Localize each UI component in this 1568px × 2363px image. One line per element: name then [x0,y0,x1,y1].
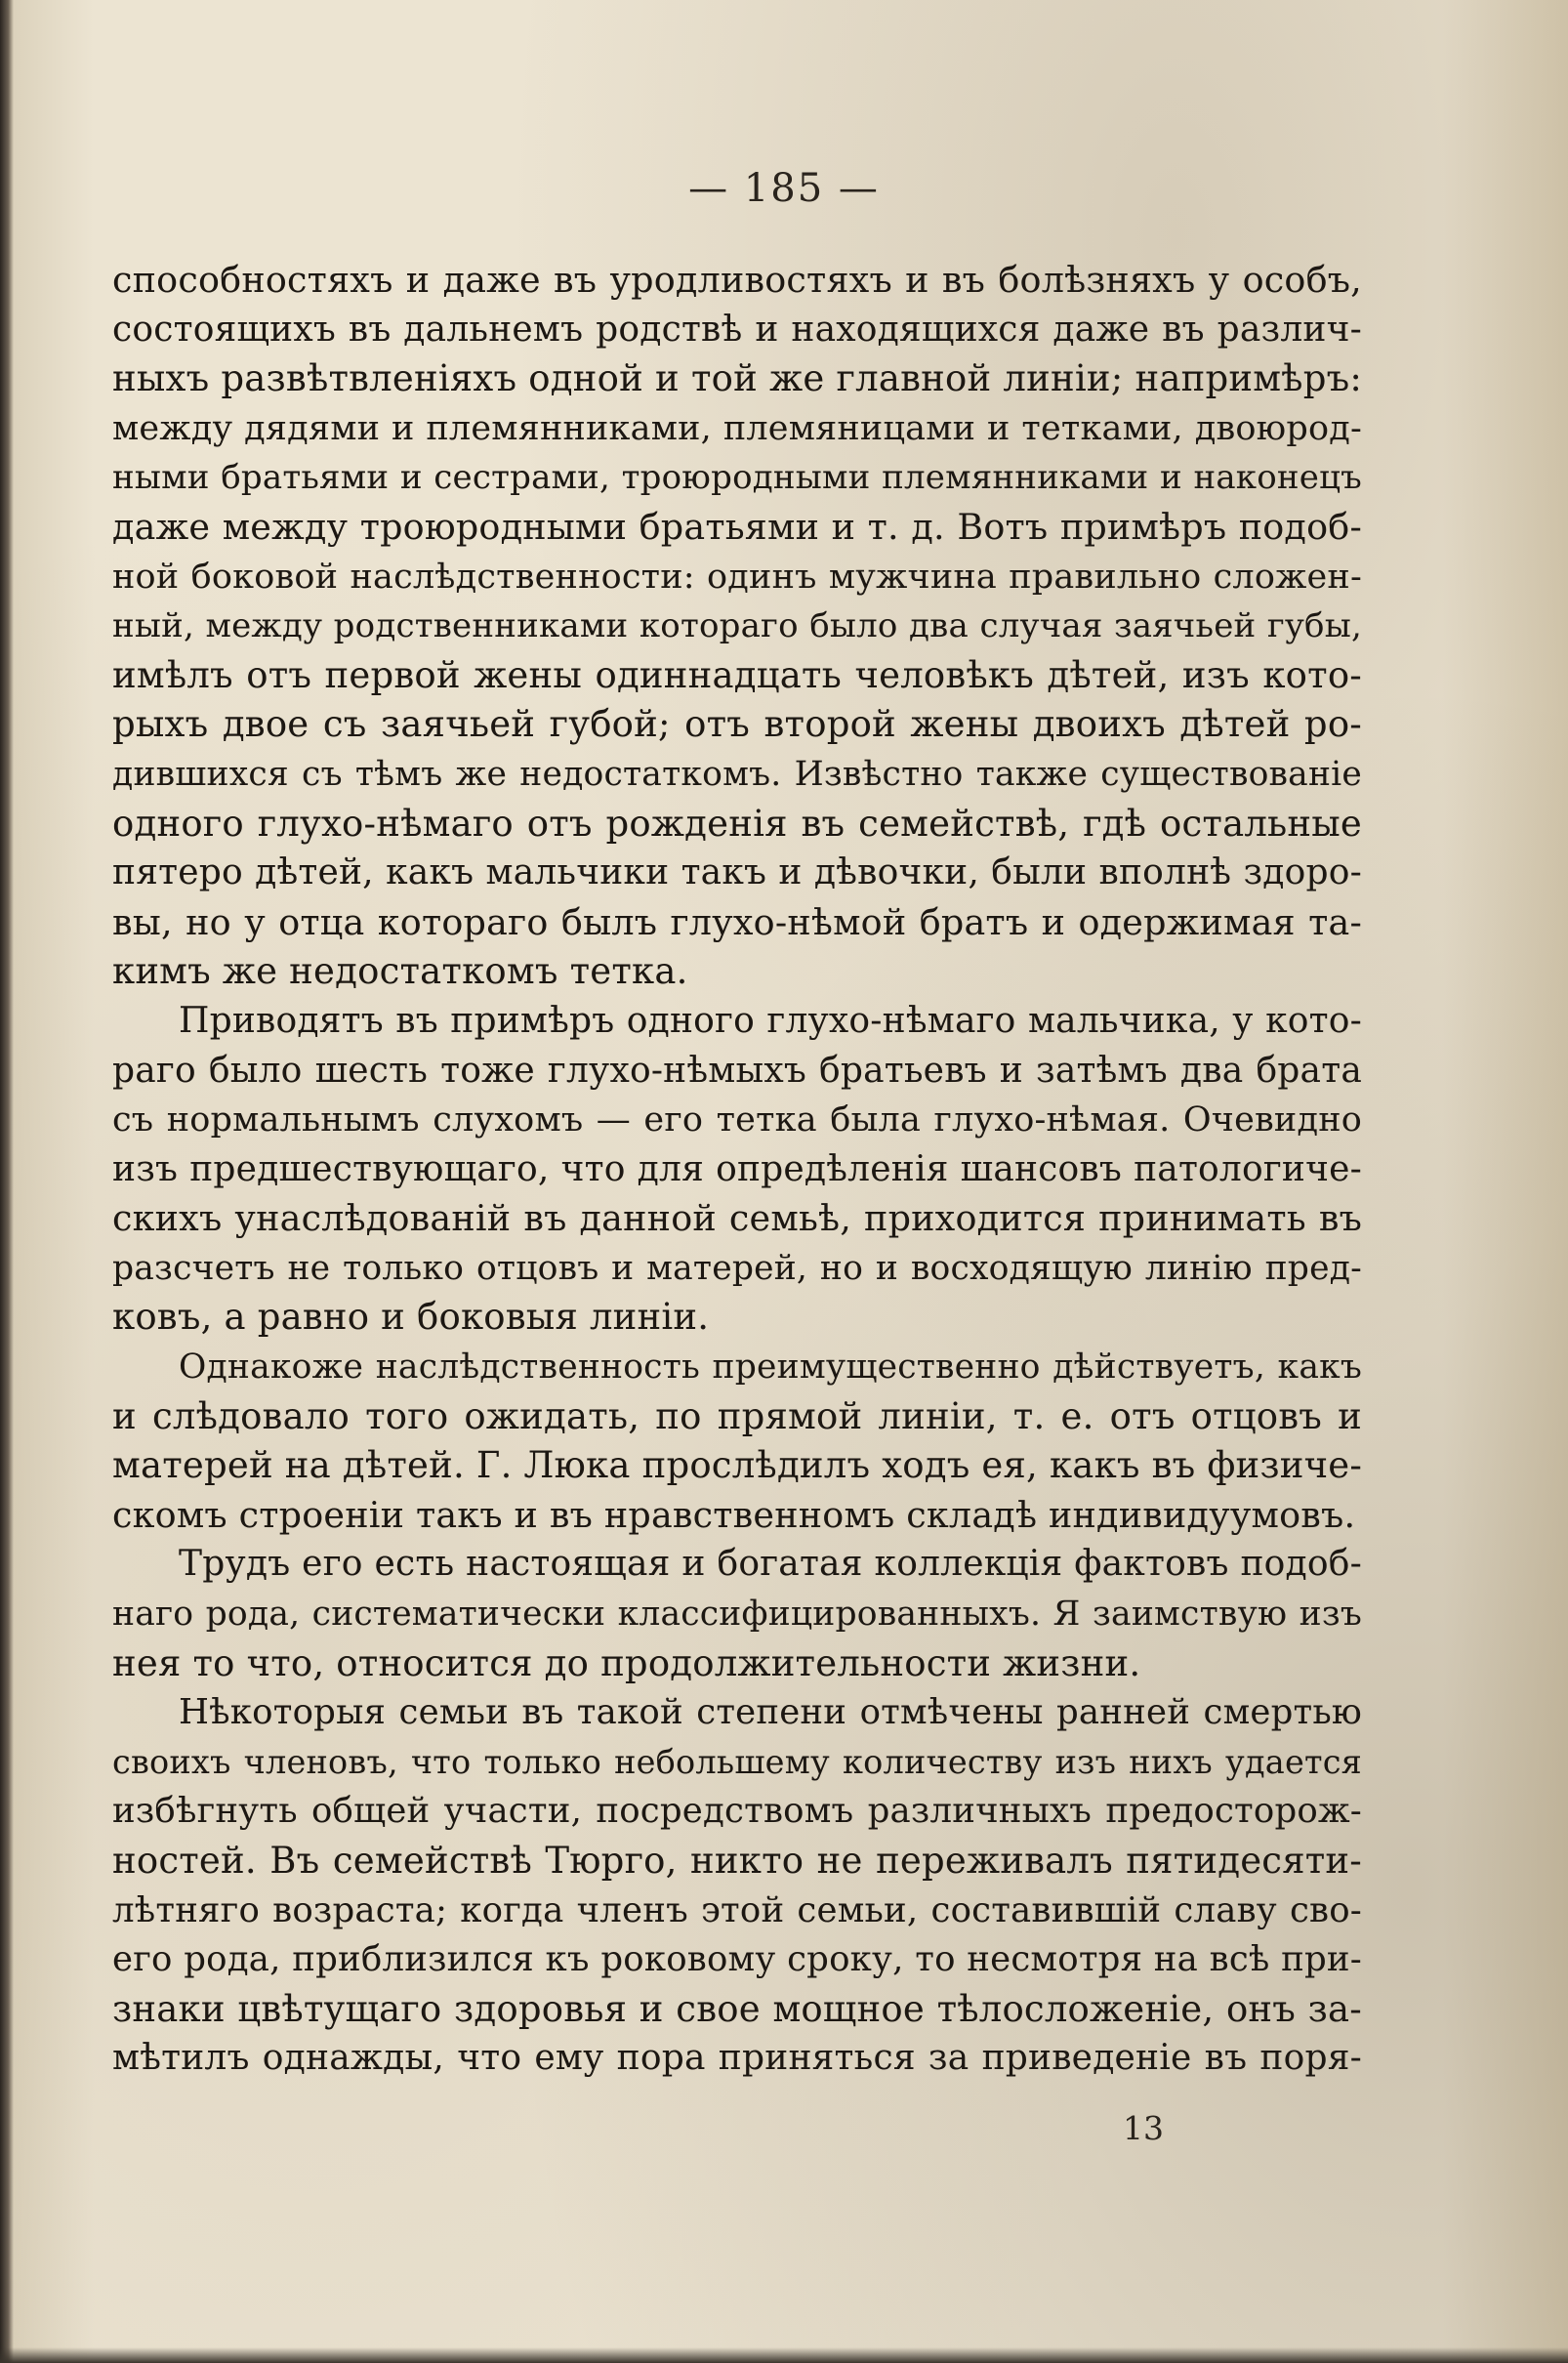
text-line: Приводятъ въ примѣръ одного глухо-нѣмаго мальчика, у кото- [179,1000,1362,1041]
text-line: между дядями и племянниками, племяницами и тетками, двоюрод- [112,408,1362,448]
text-line: ковъ, а равно и боковыя линіи. [112,1296,710,1339]
text-line: кимъ же недостаткомъ тетка. [112,950,688,993]
text-line: ностей. Въ семействѣ Тюрго, никто не переживалъ пятидесяти- [112,1840,1362,1882]
page-bottom-edge [0,2347,1568,2363]
text-line: матерей на дѣтей. Г. Люка прослѣдилъ ходъ ея, какъ въ физиче- [112,1444,1363,1487]
text-line: изъ предшествующаго, что для опредѣленія шансовъ патологиче- [112,1148,1362,1189]
text-line: способностяхъ и даже въ уродливостяхъ и въ болѣзняхъ у особъ, [112,259,1362,301]
text-line: знаки цвѣтущаго здоровья и свое мощное тѣлосложеніе, онъ за- [112,1987,1362,2030]
text-line: ной боковой наслѣдственности: одинъ мужчина правильно сложен- [112,557,1362,597]
text-line: раго было шесть тоже глухо-нѣмыхъ братьевъ и затѣмъ два брата [112,1050,1362,1091]
text-line: нея то что, относится до продолжительности жизни. [112,1641,1141,1684]
text-line: мѣтилъ однажды, что ему пора приняться за приведеніе въ поря- [112,2038,1362,2079]
text-line: Однакоже наслѣдственность преимущественно дѣйствуетъ, какъ [179,1347,1362,1388]
text-line: Трудъ его есть настоящая и богатая коллекція фактовъ подоб- [179,1544,1362,1585]
signature-mark: 13 [1123,2109,1164,2147]
text-line: состоящихъ въ дальнемъ родствѣ и находящихся даже въ различ- [112,309,1362,350]
text-line: пятеро дѣтей, какъ мальчики такъ и дѣвочки, были вполнѣ здоро- [112,852,1362,893]
text-line: ныхъ развѣтвленіяхъ одной и той же главной линіи; напримѣръ: [112,357,1362,400]
body-text [112,256,1362,2084]
text-line: дившихся съ тѣмъ же недостаткомъ. Извѣстно также существованіе [112,754,1362,794]
page-number: — 185 — [688,166,880,211]
text-line: и слѣдовало того ожидать, по прямой линіи, т. е. отъ отцовъ и [112,1394,1362,1437]
text-line: вы, но у отца котораго былъ глухо-нѣмой братъ и одержимая та- [112,900,1362,943]
text-line: одного глухо-нѣмаго отъ рожденія въ семействѣ, гдѣ остальные [112,802,1362,845]
text-line: съ нормальнымъ слухомъ — его тетка была глухо-нѣмая. Очевидно [112,1100,1362,1140]
text-line: даже между троюродными братьями и т. д. Вотъ примѣръ подоб- [112,505,1362,548]
text-line: своихъ членовъ, что только небольшему количеству изъ нихъ удается [112,1742,1362,1781]
book-spine-shadow [0,0,14,2363]
text-line: скомъ строеніи такъ и въ нравственномъ складѣ индивидуумовъ. [112,1493,1356,1536]
text-line: имѣлъ отъ первой жены одиннадцать человѣкъ дѣтей, изъ кото- [112,653,1362,696]
text-line: его рода, приблизился къ роковому сроку, то несмотря на всѣ при- [112,1939,1362,1980]
text-line: ный, между родственниками котораго было два случая заячьей губы, [112,606,1362,646]
text-line: наго рода, систематически классифицированныхъ. Я заимствую изъ [112,1595,1362,1635]
text-line: рыхъ двое съ заячьей губой; отъ второй жены двоихъ дѣтей ро- [112,703,1362,746]
text-line: разсчетъ не только отцовъ и матерей, но и восходящую линію пред- [112,1248,1362,1288]
text-line: скихъ унаслѣдованій въ данной семьѣ, приходится принимать въ [112,1197,1362,1240]
text-line: Нѣкоторыя семьи въ такой степени отмѣчены ранней смертью [179,1692,1362,1733]
text-line: ными братьями и сестрами, троюродными племянниками и наконецъ [112,458,1362,498]
text-line: избѣгнуть общей участи, посредствомъ различныхъ предосторож- [112,1791,1362,1832]
text-line: лѣтняго возраста; когда членъ этой семьи, составившій славу сво- [112,1889,1362,1930]
